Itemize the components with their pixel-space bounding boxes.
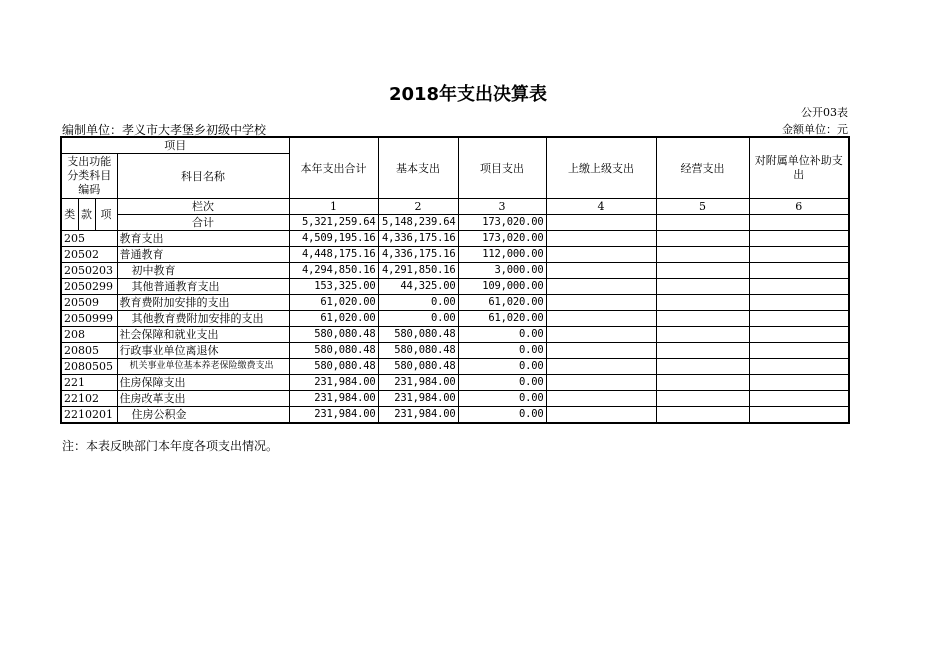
header-xiang: 项 (95, 199, 117, 231)
total-value-2: 5,148,239.64 (378, 215, 458, 231)
expenditure-table (60, 136, 850, 424)
row-name: 住房保障支出 (117, 375, 289, 391)
header-business: 经营支出 (656, 137, 749, 199)
row-code: 20805 (61, 343, 117, 359)
col-no-4: 4 (546, 199, 656, 215)
row-upper (546, 359, 656, 375)
row-business (656, 375, 749, 391)
row-project: 0.00 (458, 343, 546, 359)
col-no-6: 6 (749, 199, 849, 215)
row-upper (546, 295, 656, 311)
row-total: 580,080.48 (289, 327, 378, 343)
row-name: 教育支出 (117, 231, 289, 247)
row-upper (546, 407, 656, 424)
table-row (61, 311, 849, 327)
row-name: 其他普通教育支出 (117, 279, 289, 295)
row-subsidiary (749, 295, 849, 311)
row-name: 行政事业单位离退休 (117, 343, 289, 359)
header-lei: 类 (61, 199, 78, 231)
total-value-3: 173,020.00 (458, 215, 546, 231)
row-basic: 231,984.00 (378, 407, 458, 424)
total-value-4 (546, 215, 656, 231)
form-number: 公开03表 (801, 106, 848, 119)
row-business (656, 311, 749, 327)
row-upper (546, 391, 656, 407)
row-basic: 580,080.48 (378, 359, 458, 375)
row-name: 住房公积金 (117, 407, 289, 424)
row-business (656, 343, 749, 359)
row-upper (546, 375, 656, 391)
row-code: 221 (61, 375, 117, 391)
row-project: 61,020.00 (458, 295, 546, 311)
row-upper (546, 247, 656, 263)
header-row-lanci (61, 199, 849, 215)
col-no-5: 5 (656, 199, 749, 215)
table-row (61, 359, 849, 375)
col-no-1: 1 (289, 199, 378, 215)
row-subsidiary (749, 343, 849, 359)
row-upper (546, 279, 656, 295)
row-total: 4,509,195.16 (289, 231, 378, 247)
table-row (61, 247, 849, 263)
row-project: 0.00 (458, 359, 546, 375)
row-subsidiary (749, 359, 849, 375)
table-row (61, 343, 849, 359)
row-total: 4,294,850.16 (289, 263, 378, 279)
row-total: 61,020.00 (289, 311, 378, 327)
row-upper (546, 311, 656, 327)
row-total: 231,984.00 (289, 407, 378, 424)
row-subsidiary (749, 375, 849, 391)
total-label: 合计 (117, 215, 289, 231)
row-subsidiary (749, 263, 849, 279)
header-kuan: 款 (78, 199, 95, 231)
header-row-1 (61, 137, 849, 154)
row-name: 教育费附加安排的支出 (117, 295, 289, 311)
row-subsidiary (749, 407, 849, 424)
table-row (61, 327, 849, 343)
row-project: 109,000.00 (458, 279, 546, 295)
row-basic: 580,080.48 (378, 327, 458, 343)
row-name: 机关事业单位基本养老保险缴费支出 (117, 359, 289, 375)
row-subsidiary (749, 311, 849, 327)
row-basic: 44,325.00 (378, 279, 458, 295)
row-name: 初中教育 (117, 263, 289, 279)
row-business (656, 231, 749, 247)
row-basic: 4,336,175.16 (378, 247, 458, 263)
row-business (656, 263, 749, 279)
report-title: 2018年支出决算表 (388, 84, 548, 105)
row-code: 20509 (61, 295, 117, 311)
row-business (656, 391, 749, 407)
currency-unit: 金额单位：元 (782, 123, 848, 136)
row-name: 其他教育费附加安排的支出 (117, 311, 289, 327)
row-basic: 4,291,850.16 (378, 263, 458, 279)
row-project: 0.00 (458, 327, 546, 343)
col-no-3: 3 (458, 199, 546, 215)
header-upper-remit: 上缴上级支出 (546, 137, 656, 199)
row-total: 580,080.48 (289, 359, 378, 375)
header-project-expense: 项目支出 (458, 137, 546, 199)
table-row (61, 263, 849, 279)
row-code: 2050999 (61, 311, 117, 327)
row-upper (546, 231, 656, 247)
row-code: 205 (61, 231, 117, 247)
header-code: 支出功能分类科目编码 (61, 154, 117, 199)
row-name: 社会保障和就业支出 (117, 327, 289, 343)
header-total: 本年支出合计 (289, 137, 378, 199)
row-business (656, 295, 749, 311)
row-project: 0.00 (458, 391, 546, 407)
row-project: 0.00 (458, 407, 546, 424)
total-value-6 (749, 215, 849, 231)
footnote: 注：本表反映部门本年度各项支出情况。 (62, 439, 279, 453)
row-code: 20502 (61, 247, 117, 263)
row-code: 2050203 (61, 263, 117, 279)
reporting-unit: 编制单位：孝义市大孝堡乡初级中学校 (62, 123, 267, 137)
header-project: 项目 (61, 137, 289, 154)
row-business (656, 327, 749, 343)
header-name: 科目名称 (117, 154, 289, 199)
row-business (656, 407, 749, 424)
table-row (61, 407, 849, 424)
row-code: 2080505 (61, 359, 117, 375)
row-code: 22102 (61, 391, 117, 407)
table-row (61, 295, 849, 311)
table-row (61, 375, 849, 391)
row-subsidiary (749, 391, 849, 407)
row-total: 231,984.00 (289, 375, 378, 391)
row-total: 4,448,175.16 (289, 247, 378, 263)
row-project: 61,020.00 (458, 311, 546, 327)
header-lanci: 栏次 (117, 199, 289, 215)
row-project: 173,020.00 (458, 231, 546, 247)
row-business (656, 279, 749, 295)
table-body (61, 231, 849, 424)
header-subsidiary: 对附属单位补助支出 (749, 137, 849, 199)
row-upper (546, 263, 656, 279)
row-basic: 0.00 (378, 295, 458, 311)
row-name: 普通教育 (117, 247, 289, 263)
row-code: 2050299 (61, 279, 117, 295)
row-business (656, 359, 749, 375)
table-row (61, 279, 849, 295)
header-basic: 基本支出 (378, 137, 458, 199)
row-business (656, 247, 749, 263)
row-total: 153,325.00 (289, 279, 378, 295)
row-upper (546, 343, 656, 359)
total-value-5 (656, 215, 749, 231)
table-row (61, 231, 849, 247)
row-upper (546, 327, 656, 343)
row-subsidiary (749, 279, 849, 295)
row-code: 2210201 (61, 407, 117, 424)
row-total: 231,984.00 (289, 391, 378, 407)
table-row (61, 391, 849, 407)
row-basic: 231,984.00 (378, 391, 458, 407)
row-subsidiary (749, 231, 849, 247)
row-project: 0.00 (458, 375, 546, 391)
row-basic: 231,984.00 (378, 375, 458, 391)
row-basic: 0.00 (378, 311, 458, 327)
row-project: 3,000.00 (458, 263, 546, 279)
row-total: 580,080.48 (289, 343, 378, 359)
total-row (61, 215, 849, 231)
row-code: 208 (61, 327, 117, 343)
row-subsidiary (749, 247, 849, 263)
total-value-1: 5,321,259.64 (289, 215, 378, 231)
col-no-2: 2 (378, 199, 458, 215)
row-basic: 580,080.48 (378, 343, 458, 359)
row-project: 112,000.00 (458, 247, 546, 263)
row-name: 住房改革支出 (117, 391, 289, 407)
row-basic: 4,336,175.16 (378, 231, 458, 247)
row-subsidiary (749, 327, 849, 343)
row-total: 61,020.00 (289, 295, 378, 311)
